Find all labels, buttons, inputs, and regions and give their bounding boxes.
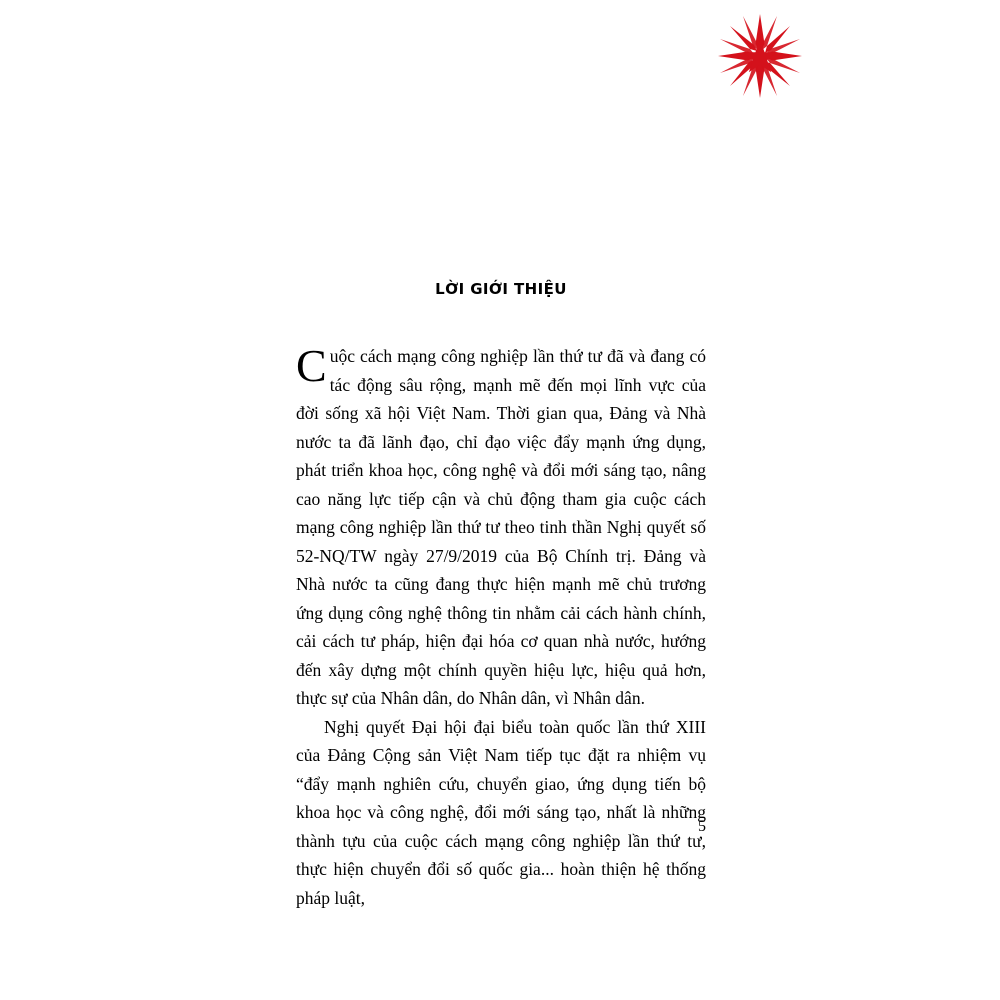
red-star-burst-emblem-icon: [718, 14, 802, 98]
paragraph-1-text: uộc cách mạng công nghiệp lần thứ tư đã và đang có tác động sâu rộng, mạnh mẽ đến mọi lĩnh vực của đời sống xã hội Việt Nam. Thời gian qua, Đảng và Nhà nước ta đã lãnh đạo, chỉ đạo việc đẩy mạnh ứng dụng, phát triển khoa học, công nghệ và đổi mới sáng tạo, nâng cao năng lực tiếp cận và chủ động tham gia cuộc cách mạng công nghiệp lần thứ tư theo tinh thần Nghị quyết số 52-NQ/TW ngày 27/9/2019 của Bộ Chính trị. Đảng và Nhà nước ta cũng đang thực hiện mạnh mẽ chủ trương ứng dụng công nghệ thông tin nhằm cải cách hành chính, cải cách tư pháp, hiện đại hóa cơ quan nhà nước, hướng đến xây dựng một chính quyền hiệu lực, hiệu quả hơn, thực sự của Nhân dân, do Nhân dân, vì Nhân dân.: [296, 346, 706, 708]
paragraph-2: Nghị quyết Đại hội đại biểu toàn quốc lần thứ XIII của Đảng Cộng sản Việt Nam tiếp tục đặt ra nhiệm vụ “đẩy mạnh nghiên cứu, chuyển giao, ứng dụng tiến bộ khoa học và công nghệ, đổi mới sáng tạo, nhất là những thành tựu của cuộc cách mạng công nghiệp lần thứ tư, thực hiện chuyển đổi số quốc gia... hoàn thiện hệ thống pháp luật,: [296, 716, 706, 908]
paragraph-1: [296, 342, 706, 713]
page-title: LỜI GIỚI THIỆU: [435, 280, 567, 298]
page-number: 5: [698, 818, 706, 835]
drop-cap: C: [296, 340, 327, 391]
